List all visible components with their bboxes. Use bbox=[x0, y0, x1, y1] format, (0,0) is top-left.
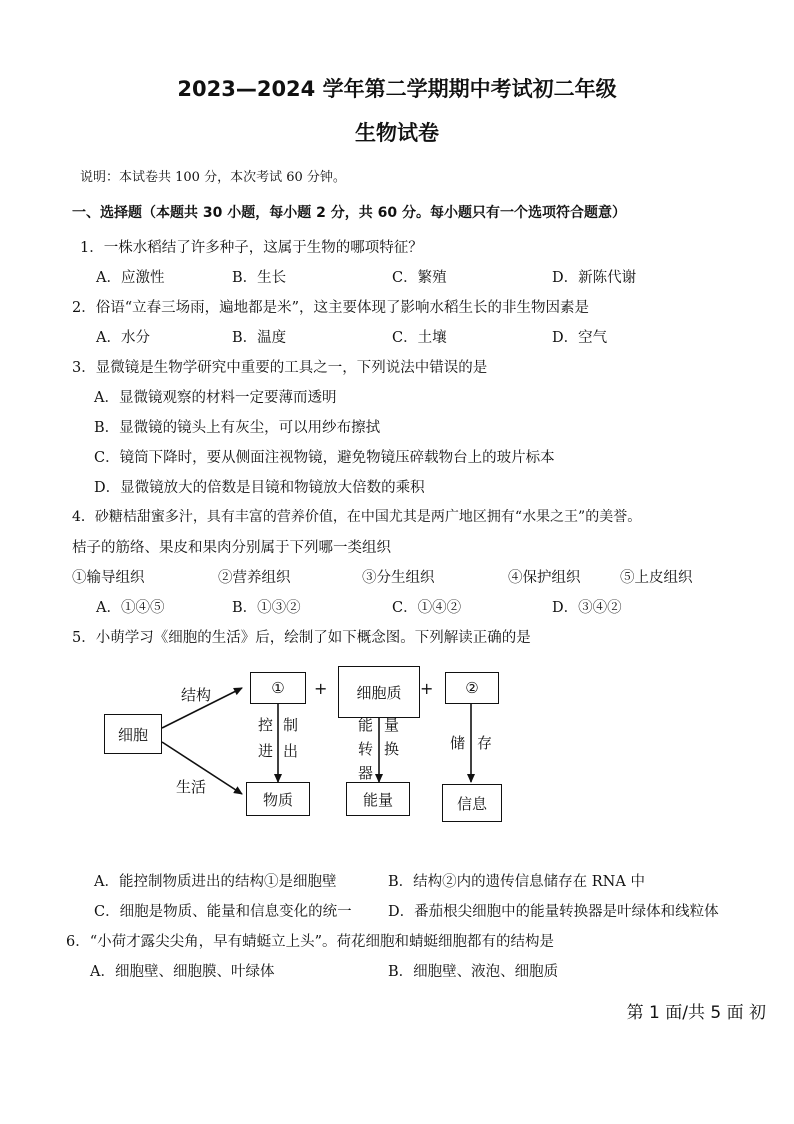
question-3-option-a: A．显微镜观察的材料一定要薄而透明 bbox=[94, 390, 337, 406]
subject-title: 生物试卷 bbox=[355, 121, 439, 145]
tissue-4: ④保护组织 bbox=[508, 570, 581, 586]
cell-box: 细胞 bbox=[104, 714, 162, 754]
question-4-stem-line2: 桔子的筋络、果皮和果肉分别属于下列哪一类组织 bbox=[72, 540, 391, 556]
question-2-option-b: B．温度 bbox=[232, 330, 287, 346]
cytoplasm-box: 细胞质 bbox=[338, 666, 420, 718]
tissue-2: ②营养组织 bbox=[218, 570, 291, 586]
question-5-option-b: B．结构②内的遗传信息储存在 RNA 中 bbox=[388, 874, 645, 890]
control-label-3: 进 bbox=[258, 742, 274, 760]
question-2-stem: 2．俗语“立春三场雨，遍地都是米”，这主要体现了影响水稻生长的非生物因素是 bbox=[72, 300, 590, 316]
question-3-option-c: C．镜筒下降时，要从侧面注视物镜，避免物镜压碎载物台上的玻片标本 bbox=[94, 450, 555, 466]
question-3-stem: 3．显微镜是生物学研究中重要的工具之一，下列说法中错误的是 bbox=[72, 360, 488, 376]
question-6-option-b: B．细胞壁、液泡、细胞质 bbox=[388, 964, 559, 980]
control-label-4: 出 bbox=[283, 742, 299, 760]
question-3-option-d: D．显微镜放大的倍数是目镜和物镜放大倍数的乘积 bbox=[94, 480, 425, 496]
structure-2-box: ② bbox=[445, 672, 499, 704]
store-label-1: 储 bbox=[450, 734, 466, 752]
question-4-option-c: C．①④② bbox=[392, 600, 462, 616]
question-1-option-a: A．应激性 bbox=[96, 270, 165, 286]
question-6-stem: 6．“小荷才露尖尖角，早有蜻蜓立上头”。荷花细胞和蜻蜓细胞都有的结构是 bbox=[66, 934, 555, 950]
structure-label: 结构 bbox=[181, 686, 212, 704]
energy-label-2: 量 bbox=[384, 716, 400, 734]
question-1-option-d: D．新陈代谢 bbox=[552, 270, 637, 286]
question-6-option-a: A．细胞壁、细胞膜、叶绿体 bbox=[90, 964, 275, 980]
energy-label-5: 器 bbox=[358, 764, 374, 782]
question-1-option-b: B．生长 bbox=[232, 270, 287, 286]
question-4-option-a: A．①④⑤ bbox=[96, 600, 165, 616]
tissue-3: ③分生组织 bbox=[362, 570, 435, 586]
energy-label-3: 转 bbox=[358, 740, 374, 758]
energy-label-1: 能 bbox=[358, 716, 374, 734]
exam-title: 2023—2024 学年第二学期期中考试初二年级 bbox=[177, 77, 617, 101]
question-1-option-c: C．繁殖 bbox=[392, 270, 447, 286]
exam-note: 说明：本试卷共 100 分，本次考试 60 分钟。 bbox=[80, 170, 346, 185]
page-footer bbox=[627, 998, 766, 1023]
grade-mark: 初 bbox=[749, 1003, 766, 1023]
info-box: 信息 bbox=[442, 784, 502, 822]
question-2-option-a: A．水分 bbox=[96, 330, 150, 346]
question-3-option-b: B．显微镜的镜头上有灰尘，可以用纱布擦拭 bbox=[94, 420, 381, 436]
plus-sign-2: + bbox=[420, 679, 434, 698]
page-number: 第 1 面/共 5 面 bbox=[626, 1003, 744, 1023]
energy-label-4: 换 bbox=[384, 740, 400, 758]
plus-sign-1: + bbox=[314, 679, 328, 698]
question-4-stem-line1: 4．砂糖桔甜蜜多汁，具有丰富的营养价值，在中国尤其是两广地区拥有“水果之王”的美誉。 bbox=[72, 509, 642, 525]
structure-1-box: ① bbox=[250, 672, 306, 704]
store-label-2: 存 bbox=[477, 734, 493, 752]
question-4-option-b: B．①③② bbox=[232, 600, 301, 616]
question-5-option-c: C．细胞是物质、能量和信息变化的统一 bbox=[94, 904, 352, 920]
tissue-1: ①输导组织 bbox=[72, 570, 145, 586]
tissue-5: ⑤上皮组织 bbox=[620, 570, 693, 586]
question-2-option-d: D．空气 bbox=[552, 330, 608, 346]
question-5-option-a: A．能控制物质进出的结构①是细胞壁 bbox=[94, 874, 337, 890]
question-2-option-c: C．土壤 bbox=[392, 330, 447, 346]
matter-box: 物质 bbox=[246, 782, 310, 816]
control-label-2: 制 bbox=[283, 716, 299, 734]
question-4-option-d: D．③④② bbox=[552, 600, 622, 616]
question-1-stem: 1．一株水稻结了许多种子，这属于生物的哪项特征？ bbox=[80, 240, 423, 256]
control-label-1: 控 bbox=[258, 716, 274, 734]
energy-box: 能量 bbox=[346, 782, 410, 816]
question-5-option-d: D．番茄根尖细胞中的能量转换器是叶绿体和线粒体 bbox=[388, 904, 719, 920]
question-5-stem: 5．小萌学习《细胞的生活》后，绘制了如下概念图。下列解读正确的是 bbox=[72, 630, 531, 646]
life-label: 生活 bbox=[176, 778, 207, 796]
section-heading: 一、选择题（本题共 30 小题，每小题 2 分，共 60 分。每小题只有一个选项符合题意） bbox=[72, 205, 626, 221]
